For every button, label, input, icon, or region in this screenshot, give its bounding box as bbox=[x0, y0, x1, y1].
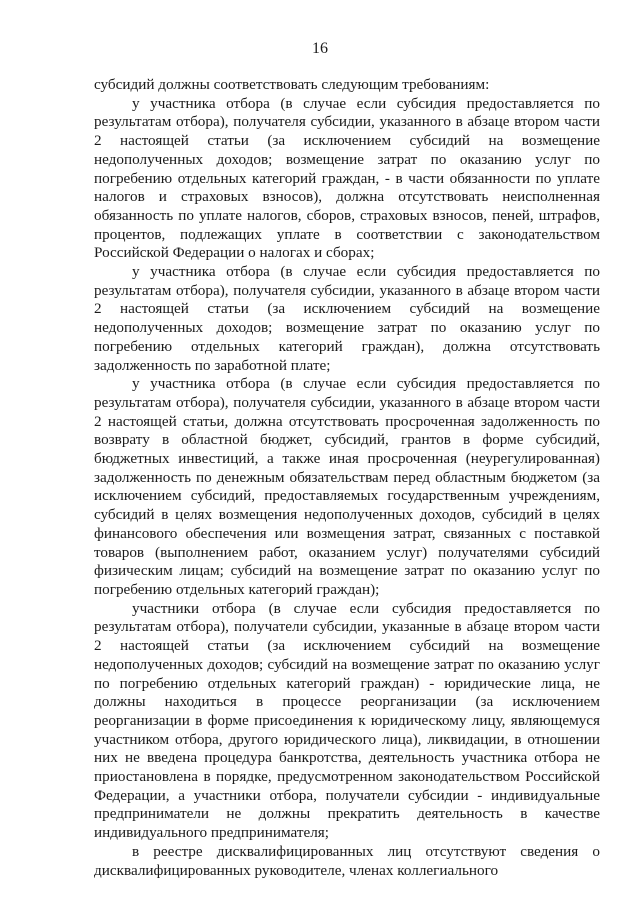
paragraph-tax-debt: у участника отбора (в случае если субсидия предоставляется по результатам отбора), получателя субсидии, указанного в абзаце втором части 2 настоящей статьи (за исключением субсидий на возмещение недополученных доходов; возмещение затрат по оказанию услуг по погребению отдельных категорий граждан, - в части обязанности по уплате налогов и страховых взносов), должна отсутствовать неисполненная обязанность по уплате налогов, сборов, страховых взносов, пеней, штрафов, процентов, подлежащих уплате в соответствии с законодательством Российской Федерации о налогах и сборах; bbox=[94, 94, 600, 262]
paragraph-wage-arrears: у участника отбора (в случае если субсидия предоставляется по результатам отбора), получателя субсидии, указанного в абзаце втором части 2 настоящей статьи (за исключением субсидий на возмещение недополученных доходов; возмещение затрат по оказанию услуг по погребению отдельных категорий граждан), должна отсутствовать задолженность по заработной плате; bbox=[94, 263, 600, 374]
paragraph-disqualified-registry: в реестре дисквалифицированных лиц отсутствуют сведения о дисквалифицированных руководителе, членах коллегиального bbox=[94, 842, 600, 879]
document-body bbox=[94, 76, 600, 880]
paragraph-budget-debt: у участника отбора (в случае если субсидия предоставляется по результатам отбора), получателя субсидии, указанного в абзаце втором части 2 настоящей статьи, должна отсутствовать просроченная задолженность по возврату в областной бюджет, субсидий, грантов в форме субсидий, бюджетных инвестиций, а также иная просроченная (неурегулированная) задолженность по денежным обязательствам перед областным бюджетом (за исключением субсидий, предоставляемых государственным учреждениям, субсидий в целях возмещения недополученных доходов, субсидий в целях финансового обеспечения или возмещения затрат, связанных с поставкой товаров (выполнением работ, оказанием услуг) получателями субсидий физическим лицам; субсидий на возмещение затрат по оказанию услуг по погребению отдельных категорий граждан); bbox=[94, 375, 600, 598]
paragraph-reorganization: участники отбора (в случае если субсидия предоставляется по результатам отбора), получатели субсидии, указанные в абзаце втором части 2 настоящей статьи (за исключением субсидий на возмещение недополученных доходов; субсидий на возмещение затрат по оказанию услуг по погребению отдельных категорий граждан) - юридические лица, не должны находиться в процессе реорганизации (за исключением реорганизации в форме присоединения к юридическому лицу, являющемуся участником отбора, другого юридического лица), ликвидации, в отношении них не введена процедура банкротства, деятельность участника отбора не приостановлена в порядке, предусмотренном законодательством Российской Федерации, а участники отбора, получатели субсидии - индивидуальные предприниматели не должны прекратить деятельность в качестве индивидуального предпринимателя; bbox=[94, 599, 600, 842]
paragraph-intro: субсидий должны соответствовать следующим требованиям: bbox=[94, 76, 490, 93]
page-number: 16 bbox=[312, 40, 328, 57]
